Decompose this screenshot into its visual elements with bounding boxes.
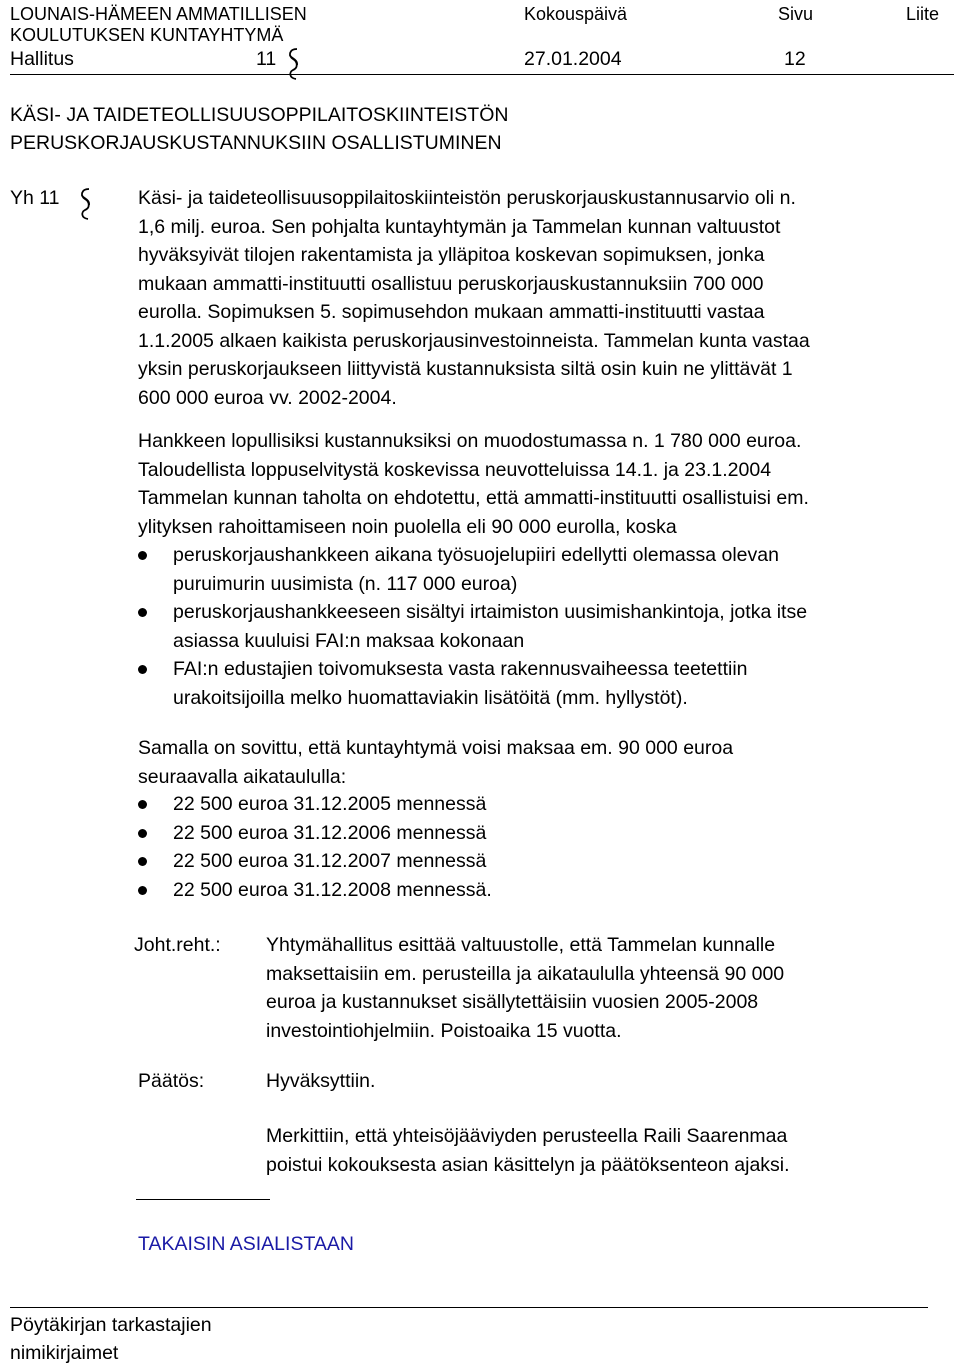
org-name-line2: KOULUTUKSEN KUNTAYHTYMÄ: [10, 25, 284, 45]
paragraph-line: Hankkeen lopullisiksi kustannuksiksi on muodostumassa n. 1 780 000 euroa.: [138, 430, 802, 452]
list-item: 22 500 euroa 31.12.2008 mennessä.: [138, 876, 960, 905]
back-to-agenda-link[interactable]: TAKAISIN ASIALISTAAN: [138, 1233, 355, 1255]
paragraph-line: eurolla. Sopimuksen 5. sopimusehdon mukaan ammatti-instituutti vastaa: [138, 301, 765, 323]
bullet-icon: [138, 886, 147, 895]
bullet-icon: [138, 857, 147, 866]
paragraph-background: [138, 184, 960, 412]
document-title-line1: KÄSI- JA TAIDETEOLLISUUSOPPILAITOSKIINTEISTÖN: [10, 104, 509, 126]
page-number: 12: [784, 48, 806, 70]
paragraph-line: poistui kokouksesta asian käsittelyn ja päätöksenteon ajaksi.: [266, 1153, 790, 1176]
paragraph-line: investointiohjelmiin. Poistoaika 15 vuotta.: [266, 1019, 622, 1042]
bullet-icon: [138, 800, 147, 809]
paragraph-line: maksettaisiin em. perusteilla ja aikataululla yhteensä 90 000: [266, 962, 785, 985]
paragraph-line: Merkittiin, että yhteisöjääviyden perusteella Raili Saarenmaa: [266, 1125, 788, 1147]
header-divider: [10, 74, 954, 75]
footer-initials-label-line1: Pöytäkirjan tarkastajien: [10, 1314, 212, 1336]
paragraph-line: 1.1.2005 alkaen kaikista peruskorjausinvestoinneista. Tammelan kunta vastaa: [138, 329, 810, 352]
paragraph-line: Käsi- ja taideteollisuusoppilaitoskiinteistön peruskorjauskustannusarvio oli n.: [138, 187, 796, 209]
section-sign-icon: [78, 186, 92, 222]
page-label: Sivu: [778, 4, 814, 24]
bullet-icon: [138, 829, 147, 838]
proposal-text: [266, 931, 960, 1045]
decision-text: Hyväksyttiin.: [266, 1070, 376, 1092]
section-label: Yh 11: [10, 187, 60, 209]
decision-note: [266, 1122, 960, 1179]
bullet-icon: [138, 665, 147, 674]
bullet-icon: [138, 608, 147, 617]
list-item: 22 500 euroa 31.12.2006 mennessä: [138, 819, 960, 848]
attachment-label: Liite: [906, 4, 940, 24]
meeting-date-label: Kokouspäivä: [524, 4, 628, 24]
paragraph-line: seuraavalla aikataululla:: [138, 765, 347, 788]
paragraph-line: Tammelan kunnan taholta on ehdotettu, että ammatti-instituutti osallistuisi em.: [138, 487, 809, 509]
list-item: 22 500 euroa 31.12.2005 mennessä: [138, 790, 960, 819]
decision-label: Päätös:: [138, 1070, 205, 1092]
footer-divider: [10, 1307, 928, 1308]
paragraph-line: yksin peruskorjaukseen liittyvistä kustannuksista siltä osin kuin ne ylittävät 1: [138, 358, 793, 380]
paragraph-payment-agreement: [138, 734, 960, 791]
footer-initials-label-line2: nimikirjaimet: [10, 1342, 119, 1364]
paragraph-line: hyväksyivät tilojen rakentamista ja ylläpitoa koskevan sopimuksen, jonka: [138, 244, 765, 266]
paragraph-line: 1,6 milj. euroa. Sen pohjalta kuntayhtymän ja Tammelan kunnan valtuustot: [138, 215, 781, 238]
section-sign-icon: [286, 46, 300, 82]
paragraph-line: 600 000 euroa vv. 2002-2004.: [138, 386, 397, 409]
list-item: 22 500 euroa 31.12.2007 mennessä: [138, 847, 960, 876]
document-title-line2: PERUSKORJAUSKUSTANNUKSIIN OSALLISTUMINEN: [10, 132, 502, 154]
paragraph-line: Samalla on sovittu, että kuntayhtymä voisi maksaa em. 90 000 euroa: [138, 737, 734, 759]
list-item: peruskorjaushankkeen aikana työsuojelupiiri edellytti olemassa olevan puruimurin uusimista (n. 117 000 euroa): [138, 541, 960, 598]
proposal-label: Joht.reht.:: [134, 934, 221, 956]
paragraph-cost-overrun: [138, 427, 960, 541]
bullet-icon: [138, 551, 147, 560]
org-name-line1: LOUNAIS-HÄMEEN AMMATILLISEN: [10, 4, 307, 24]
paragraph-line: Taloudellista loppuselvitystä koskevissa neuvotteluissa 14.1. ja 23.1.2004: [138, 458, 772, 481]
section-number: 11: [256, 48, 277, 70]
list-item: peruskorjaushankkeeseen sisältyi irtaimiston uusimishankintoja, jotka itse asiassa kuuluisi FAI:n maksaa kokonaan: [138, 598, 960, 655]
paragraph-line: mukaan ammatti-instituutti osallistuu peruskorjauskustannuksiin 700 000: [138, 272, 764, 295]
paragraph-line: ylityksen rahoittamiseen noin puolella eli 90 000 eurolla, koska: [138, 515, 677, 538]
signature-line: [136, 1199, 270, 1200]
list-item: FAI:n edustajien toivomuksesta vasta rakennusvaiheessa teetettiin urakoitsijoilla melko huomattaviakin lisätöitä (mm. hyllystöt).: [138, 655, 960, 712]
paragraph-line: euroa ja kustannukset sisällytettäisiin vuosien 2005-2008: [266, 991, 759, 1013]
meeting-date: 27.01.2004: [524, 48, 622, 70]
reasons-list: [138, 541, 960, 712]
paragraph-line: Yhtymähallitus esittää valtuustolle, että Tammelan kunnalle: [266, 934, 776, 956]
body-name: Hallitus: [10, 48, 74, 70]
payment-schedule-list: [138, 790, 960, 904]
